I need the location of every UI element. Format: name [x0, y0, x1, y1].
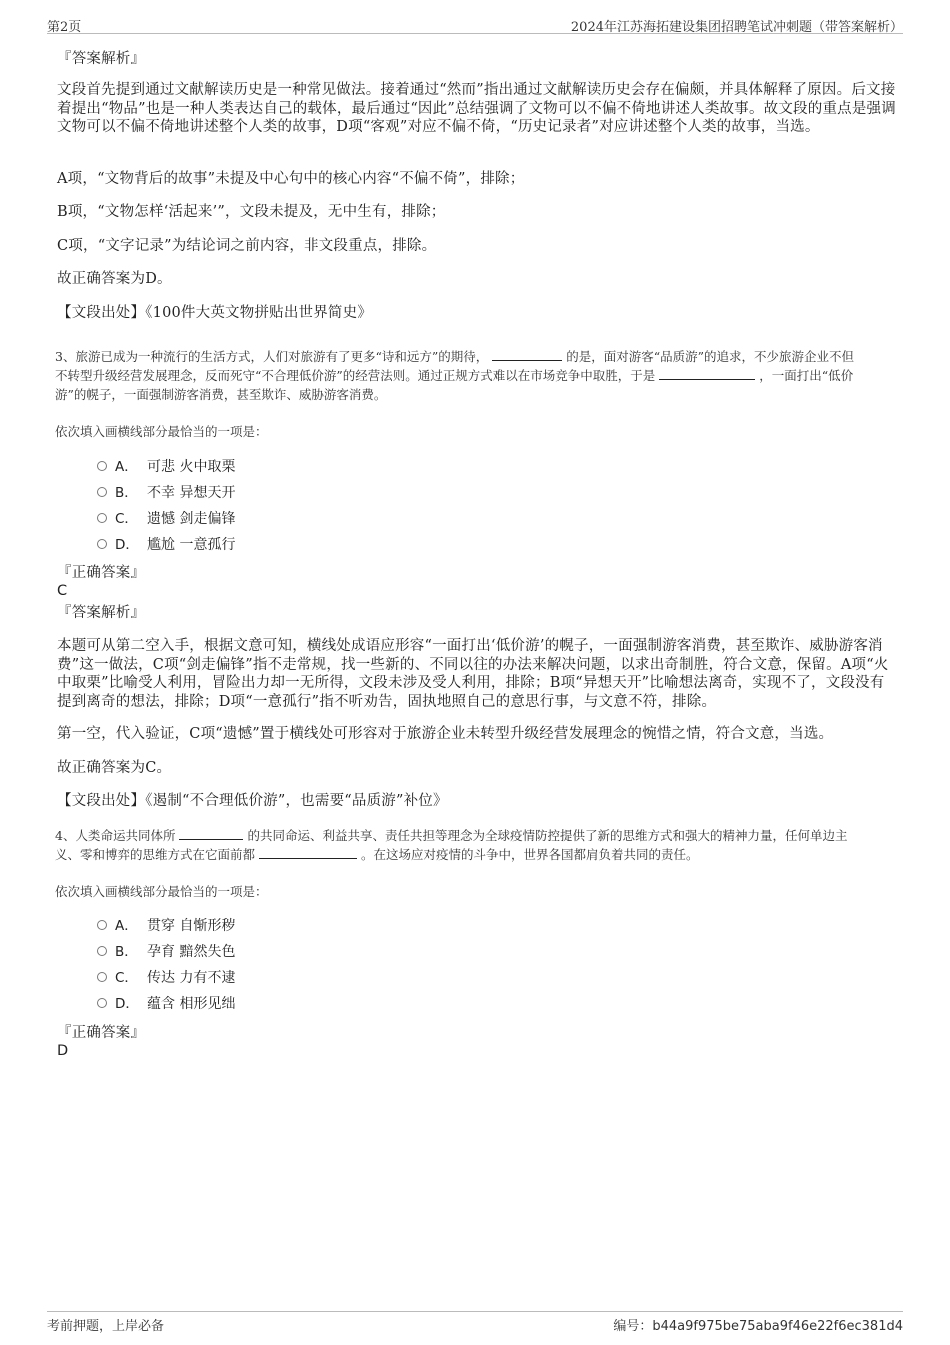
q3-conclusion: 故正确答案为C。: [57, 760, 172, 776]
footer-slogan: 考前押题，上岸必备: [47, 1319, 165, 1334]
q3-option-b[interactable]: B． 不幸 异想天开: [97, 483, 235, 503]
footer-divider: [47, 1311, 903, 1312]
q4-option-a[interactable]: A． 贯穿 自惭形秽: [97, 916, 235, 936]
q3-option-a[interactable]: A． 可悲 火中取栗: [97, 457, 235, 477]
radio-icon[interactable]: [97, 946, 107, 956]
q2-analysis-title: 『答案解析』: [57, 51, 146, 67]
q3-blank-2: [659, 367, 755, 380]
page-number: 第2页: [47, 20, 82, 35]
radio-icon[interactable]: [97, 539, 107, 549]
q3-answer-title: 『正确答案』: [57, 565, 146, 581]
document-title: 2024年江苏海拓建设集团招聘笔试冲刺题（带答案解析）: [570, 20, 903, 35]
q3-answer: C: [57, 583, 68, 599]
q3-analysis-title: 『答案解析』: [57, 605, 146, 621]
q3-stem: 3、旅游已成为一种流行的生活方式，人们对旅游有了更多“诗和远方”的期待， 的是，面对游客“品质游”的追求，不少旅游企业不但 不转型升级经营发展理念，反而死守“不合理低价游”的经营法则。通过正规方式难以在市场竞争中取胜，于是 ，一面打出“低价 游”的幌子，一面强制游客消费，甚至欺诈、威胁游客消费。: [55, 349, 855, 402]
header-divider: [47, 33, 903, 34]
radio-icon[interactable]: [97, 513, 107, 523]
document-code: 编号：b44a9f975be75aba9f46e22f6ec381d4: [613, 1319, 903, 1334]
q2-source: 【文段出处】《100件大英文物拼贴出世界简史》: [57, 305, 373, 321]
q4-blank-2: [259, 846, 357, 859]
q4-prompt: 依次填入画横线部分最恰当的一项是：: [55, 884, 268, 899]
q2-analysis-paragraph: 文段首先提到通过文献解读历史是一种常见做法。接着通过“然而”指出通过文献解读历史会存在偏颇，并具体解释了原因。后文接着提出“物品”也是一种人类表达自己的载体，最后通过“因此”总结强调了文物可以不偏不倚地讲述人类故事。故文段的重点是强调文物可以不偏不倚地讲述整个人类的故事，D项“客观”对应不偏不倚，“历史记录者”对应讲述整个人类的故事，当选。: [57, 82, 896, 135]
radio-icon[interactable]: [97, 920, 107, 930]
page-footer: [47, 1313, 903, 1333]
q2-analysis-option-b: B项，“文物怎样‘活起来’”，文段未提及，无中生有，排除；: [57, 204, 446, 220]
q4-option-c[interactable]: C． 传达 力有不逮: [97, 968, 235, 988]
q3-analysis-paragraph-2: 第一空，代入验证，C项“遗憾”置于横线处可形容对于旅游企业未转型升级经营发展理念的惋惜之情，符合文意，当选。: [57, 726, 834, 742]
radio-icon[interactable]: [97, 972, 107, 982]
q4-answer-title: 『正确答案』: [57, 1025, 146, 1041]
q4-answer: D: [57, 1043, 69, 1059]
q3-prompt: 依次填入画横线部分最恰当的一项是：: [55, 424, 268, 439]
q3-analysis-paragraph: 本题可从第二空入手，根据文意可知，横线处成语应形容“一面打出‘低价游’的幌子，一面强制游客消费，甚至欺诈、威胁游客消费”这一做法，C项“剑走偏锋”指不走常规，找一些新的、不同以往的办法来解决问题，以求出奇制胜，符合文意，保留。A项“火中取栗”比喻受人利用，冒险出力却一无所得，文段未涉及受人利用，排除；B项“异想天开”比喻想法离奇，实现不了，文段没有提到离奇的想法，排除；D项“一意孤行”指不听劝告，固执地照自己的意思行事，与文意不符，排除。: [57, 638, 889, 710]
radio-icon[interactable]: [97, 461, 107, 471]
q2-analysis-option-a: A项，“文物背后的故事”未提及中心句中的核心内容“不偏不倚”，排除；: [57, 171, 525, 187]
radio-icon[interactable]: [97, 998, 107, 1008]
q3-blank-1: [492, 348, 562, 361]
page-header: [47, 14, 903, 34]
q4-option-d[interactable]: D． 蕴含 相形见绌: [97, 994, 235, 1014]
q3-option-c[interactable]: C． 遗憾 剑走偏锋: [97, 509, 235, 529]
q4-blank-1: [179, 827, 243, 840]
q2-analysis-option-c: C项，“文字记录”为结论词之前内容，非文段重点，排除。: [57, 238, 437, 254]
q2-conclusion: 故正确答案为D。: [57, 271, 172, 287]
q4-option-b[interactable]: B． 孕育 黯然失色: [97, 942, 235, 962]
q3-source: 【文段出处】《遏制“不合理低价游”，也需要“品质游”补位》: [57, 793, 448, 809]
q4-stem: 4、人类命运共同体所 的共同命运、利益共享、责任共担等理念为全球疫情防控提供了新的思维方式和强大的精神力量，任何单边主 义、零和博弈的思维方式在它面前都 。在这场应对疫情的斗争中，世界各国都肩负着共同的责任。: [55, 828, 848, 862]
radio-icon[interactable]: [97, 487, 107, 497]
q3-option-d[interactable]: D． 尴尬 一意孤行: [97, 535, 235, 555]
